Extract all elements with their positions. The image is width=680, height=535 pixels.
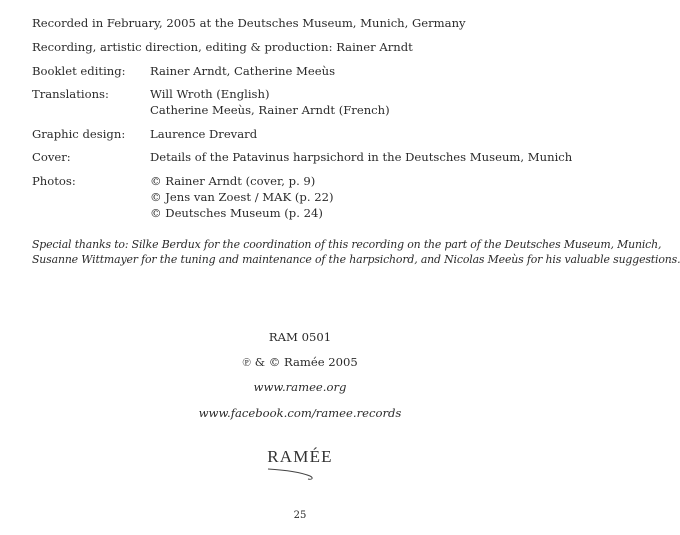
recorded-line: Recorded in February, 2005 at the Deutsches Museum, Munich, Germany — [32, 16, 466, 30]
translations-label: Translations: — [32, 87, 109, 101]
ramee-logo — [0, 447, 600, 481]
page-number: 25 — [293, 510, 307, 521]
logo-wordmark: RAMÉE — [267, 447, 333, 466]
translations-english: Will Wroth (English) — [150, 87, 270, 101]
photo-credit-3: © Deutsches Museum (p. 24) — [150, 206, 323, 220]
website-link[interactable]: www.ramee.org — [253, 380, 347, 394]
special-thanks-line-1: Special thanks to: Silke Berdux for the coordination of this recording on the part of the Deutsches Museum, Munich, — [32, 238, 662, 251]
facebook-link[interactable]: www.facebook.com/ramee.records — [198, 406, 402, 420]
photo-credit-2: © Jens van Zoest / MAK (p. 22) — [150, 190, 334, 204]
graphic-design-label: Graphic design: — [32, 127, 126, 141]
translations-french: Catherine Meeùs, Rainer Arndt (French) — [150, 103, 390, 117]
booklet-value: Rainer Arndt, Catherine Meeùs — [150, 64, 336, 78]
special-thanks — [32, 237, 680, 267]
copyright-line: ℗ & © Ramée 2005 — [242, 355, 358, 369]
logo-swash-icon — [260, 467, 340, 481]
booklet-label: Booklet editing: — [32, 64, 126, 78]
cover-value: Details of the Patavinus harpsichord in the Deutsches Museum, Munich — [150, 150, 573, 164]
photos-label: Photos: — [32, 174, 76, 188]
recording-credit: Recording, artistic direction, editing & production: Rainer Arndt — [32, 40, 413, 54]
graphic-design-value: Laurence Drevard — [150, 127, 258, 141]
catalog-number: RAM 0501 — [268, 330, 332, 344]
cover-label: Cover: — [32, 150, 71, 164]
special-thanks-line-2: Susanne Wittmayer for the tuning and maintenance of the harpsichord, and Nicolas Meeùs for his valuable suggestions. — [32, 253, 680, 266]
photo-credit-1: © Rainer Arndt (cover, p. 9) — [150, 174, 316, 188]
